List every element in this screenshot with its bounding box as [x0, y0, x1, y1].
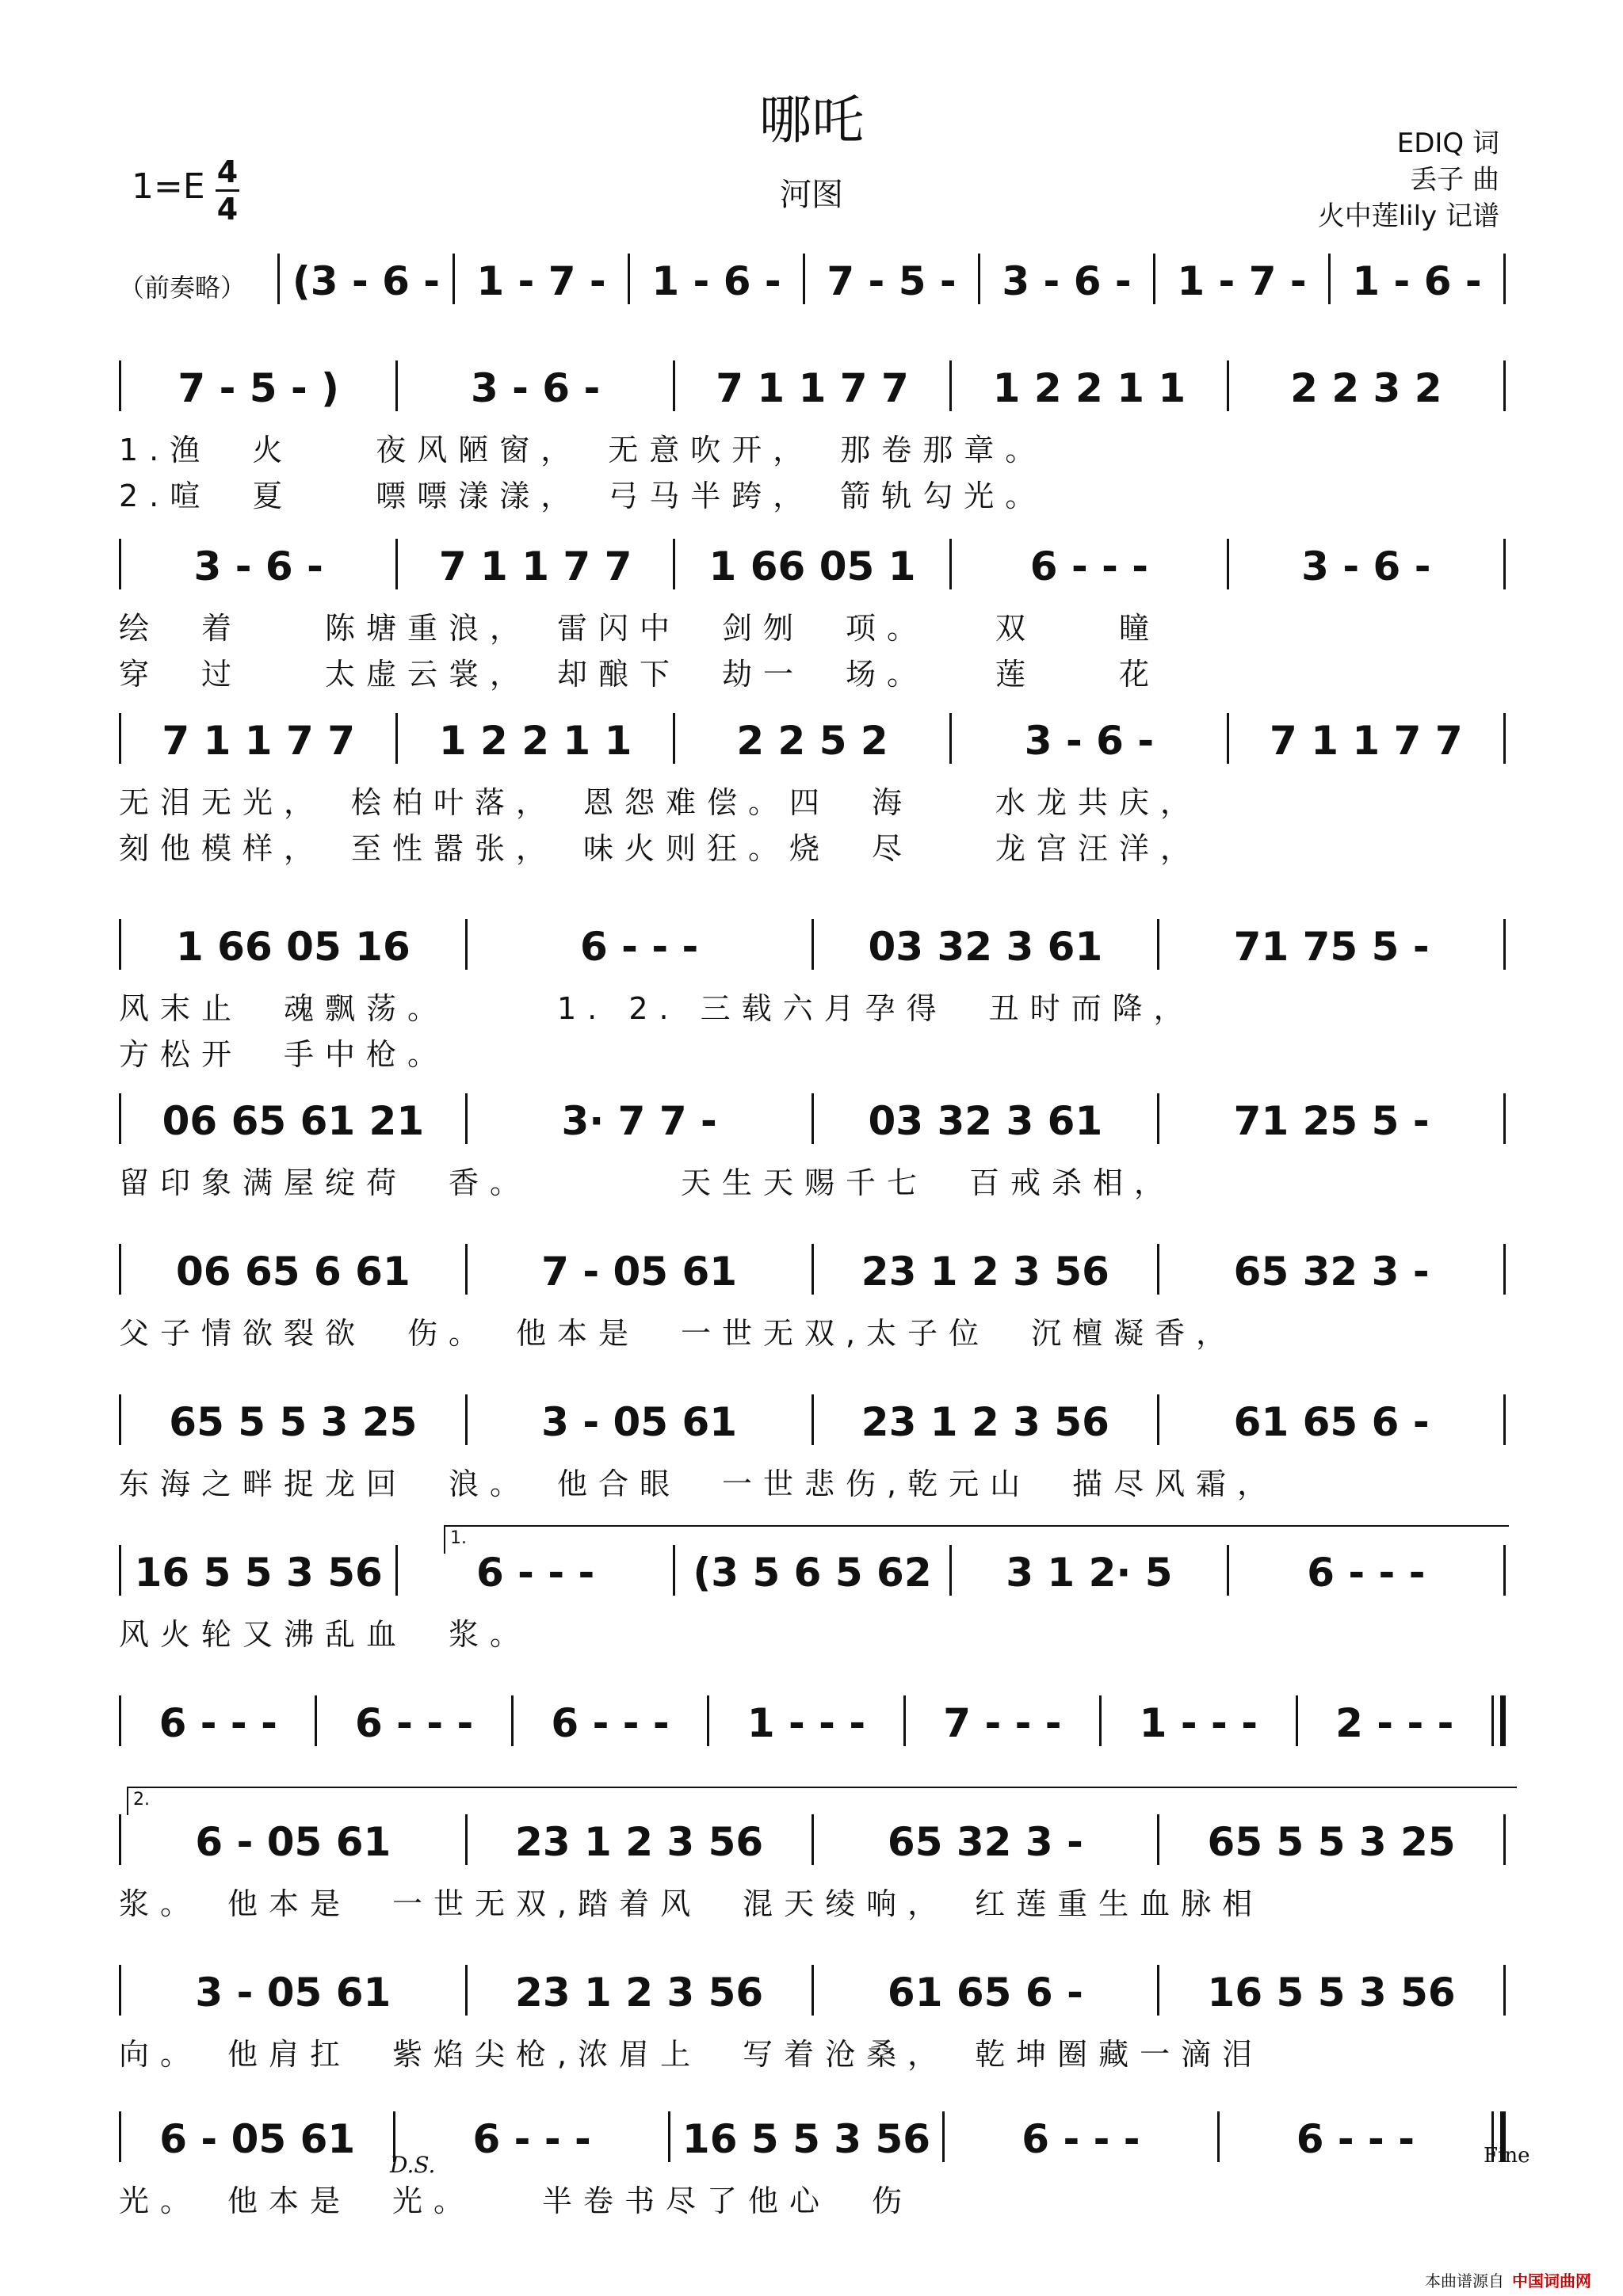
transcriber-credit: 火中莲lily 记谱: [1317, 200, 1499, 232]
measure: 16 5 5 3 56: [1207, 1970, 1456, 2016]
lyric-line: 刻他模样， 至性嚣张， 味火则狂。烧 尽 龙宫汪洋，: [119, 831, 1202, 866]
measure: (3 - 6 -: [292, 258, 441, 304]
measure: 6 - - -: [354, 1700, 474, 1746]
measure: 2 2 5 2: [736, 718, 888, 764]
lyric-line: 留印象满屋绽荷 香。 天生天赐千七 百戒杀相，: [119, 1165, 1176, 1200]
song-title: 哪吒: [759, 90, 864, 151]
measure: 03 32 3 61: [868, 1098, 1103, 1144]
measure: 6 - - -: [1307, 1550, 1426, 1596]
measure: 6 - - -: [475, 1550, 595, 1596]
measure: 23 1 2 3 56: [861, 1399, 1109, 1445]
lyric-line: 无泪无光， 桧柏叶落， 恩怨难偿。四 海 水龙共庆，: [119, 785, 1202, 820]
measure: 6 - - -: [579, 924, 699, 970]
measure: 1 - 6 -: [651, 258, 781, 304]
footer-source: 本曲谱源自 中国词曲网: [1425, 2271, 1591, 2290]
measure: 3 - 6 -: [1024, 718, 1155, 764]
volta-first-ending: 1.: [444, 1525, 1509, 1554]
time-signature-top: 4: [216, 154, 239, 189]
measure: 1 - 7 -: [1177, 258, 1307, 304]
measure: 1 2 2 1 1: [992, 365, 1186, 411]
measure: 3 - 6 -: [1301, 543, 1431, 589]
lyric-line: 父子情欲裂欲 伤。 他本是 一世无双,太子位 沉檀凝香，: [119, 1316, 1238, 1351]
measure: 7 1 1 7 7: [438, 543, 632, 589]
measure: 1 - - -: [1139, 1700, 1258, 1746]
measure: 6 - - -: [551, 1700, 670, 1746]
measure: 1 66 05 16: [175, 924, 411, 970]
lyric-line: 光。 他本是 光。 半卷书尽了他心 伤: [119, 2183, 914, 2218]
lyric-line: 穿 过 太虚云裳， 却酿下 劫一 场。 莲 花: [119, 657, 1161, 692]
measure: 7 1 1 7 7: [162, 718, 355, 764]
measure: 65 32 3 -: [1233, 1249, 1430, 1295]
measure: 06 65 6 61: [175, 1249, 411, 1295]
volta-second-ending: 2.: [127, 1787, 1517, 1815]
notation-system: [277, 254, 1506, 304]
notation-system: [119, 1695, 1506, 1746]
measure: 2 - - -: [1335, 1700, 1454, 1746]
lyric-line: 2.喧 夏 嘌嘌漾漾， 弓马半跨， 箭轨勾光。: [119, 479, 1047, 513]
notation-system: [119, 1814, 1506, 1865]
lyricist-credit: EDIQ 词: [1396, 128, 1499, 159]
prelude-label: （前奏略）: [119, 273, 246, 303]
lyric-line: 1.渔 火 夜风陋窗， 无意吹开， 那卷那章。: [119, 433, 1047, 467]
measure: 61 65 6 -: [887, 1970, 1083, 2016]
measure: 3 - 6 -: [470, 365, 601, 411]
measure: 7 - 05 61: [541, 1249, 738, 1295]
measure: 3 - 05 61: [541, 1399, 738, 1445]
measure: 1 - 7 -: [476, 258, 606, 304]
measure: 23 1 2 3 56: [515, 1819, 764, 1865]
measure: 7 - 5 -: [827, 258, 957, 304]
notation-system: [119, 1244, 1506, 1295]
measure: 3 - 6 -: [193, 543, 323, 589]
measure: 7 - 5 - ): [178, 365, 339, 411]
lyric-line: 向。 他肩扛 紫焰尖枪,浓眉上 写着沧桑， 乾坤圈藏一滴泪: [119, 2037, 1264, 2072]
measure: 3 - 05 61: [195, 1970, 391, 2016]
measure: 7 1 1 7 7: [1270, 718, 1463, 764]
lyric-line: 绘 着 陈塘重浪， 雷闪中 剑刎 项。 双 瞳: [119, 611, 1161, 646]
time-signature-bottom: 4: [216, 192, 239, 227]
measure: 6 - - -: [1022, 2116, 1140, 2162]
lyric-line: 东海之畔捉龙回 浪。 他合眼 一世悲伤,乾元山 描尽风霜，: [119, 1466, 1279, 1501]
measure: 3 1 2· 5: [1006, 1550, 1173, 1596]
measure: 03 32 3 61: [868, 924, 1103, 970]
measure: 6 - - -: [158, 1700, 277, 1746]
measure: 6 - - -: [472, 2116, 591, 2162]
notation-system: [119, 919, 1506, 970]
measure: 6 - 05 61: [159, 2116, 356, 2162]
lyric-line: 风火轮又沸乱血 浆。: [119, 1617, 532, 1652]
fine-mark: Fine: [1484, 2144, 1530, 2168]
notation-system: [119, 360, 1506, 411]
measure: 1 - 6 -: [1352, 258, 1482, 304]
notation-system: [119, 713, 1506, 764]
notation-system: [119, 1965, 1506, 2016]
key-signature: 1=E: [132, 166, 205, 207]
measure: 1 66 05 1: [708, 543, 916, 589]
measure: 3· 7 7 -: [561, 1098, 717, 1144]
song-artist: 河图: [780, 177, 843, 213]
measure: 65 5 5 3 25: [169, 1399, 418, 1445]
measure: 06 65 61 21: [162, 1098, 425, 1144]
lyric-line: 风末止 魂飘荡。 1. 2. 三载六月孕得 丑时而降，: [119, 991, 1195, 1026]
measure: 1 - - -: [747, 1700, 866, 1746]
notation-system: [119, 1093, 1506, 1144]
measure: 6 - - -: [1029, 543, 1149, 589]
measure: 1 2 2 1 1: [438, 718, 632, 764]
measure: 6 - - -: [1296, 2116, 1415, 2162]
measure: 71 75 5 -: [1233, 924, 1430, 970]
ds-mark: D.S.: [390, 2152, 436, 2178]
lyric-line: 方松开 手中枪。: [119, 1037, 449, 1072]
measure: 3 - 6 -: [1002, 258, 1132, 304]
measure: 7 1 1 7 7: [716, 365, 909, 411]
measure: 23 1 2 3 56: [515, 1970, 764, 2016]
lyric-line: 浆。 他本是 一世无双,踏着风 混天绫响， 红莲重生血脉相: [119, 1886, 1264, 1921]
credits: [1318, 125, 1499, 235]
composer-credit: 丢子 曲: [1410, 164, 1499, 196]
measure: 2 2 3 2: [1290, 365, 1442, 411]
time-signature: [216, 154, 239, 227]
measure: 6 - 05 61: [195, 1819, 391, 1865]
measure: 71 25 5 -: [1233, 1098, 1430, 1144]
measure: 7 - - -: [943, 1700, 1062, 1746]
measure: 16 5 5 3 56: [682, 2116, 931, 2162]
measure: 16 5 5 3 56: [134, 1550, 383, 1596]
notation-system: [119, 2111, 1506, 2162]
measure: 23 1 2 3 56: [861, 1249, 1109, 1295]
notation-system: [119, 1394, 1506, 1445]
measure: 65 5 5 3 25: [1207, 1819, 1456, 1865]
notation-system: [119, 539, 1506, 589]
measure: 65 32 3 -: [887, 1819, 1083, 1865]
measure: (3 5 6 5 62: [693, 1550, 932, 1596]
measure: 61 65 6 -: [1233, 1399, 1430, 1445]
